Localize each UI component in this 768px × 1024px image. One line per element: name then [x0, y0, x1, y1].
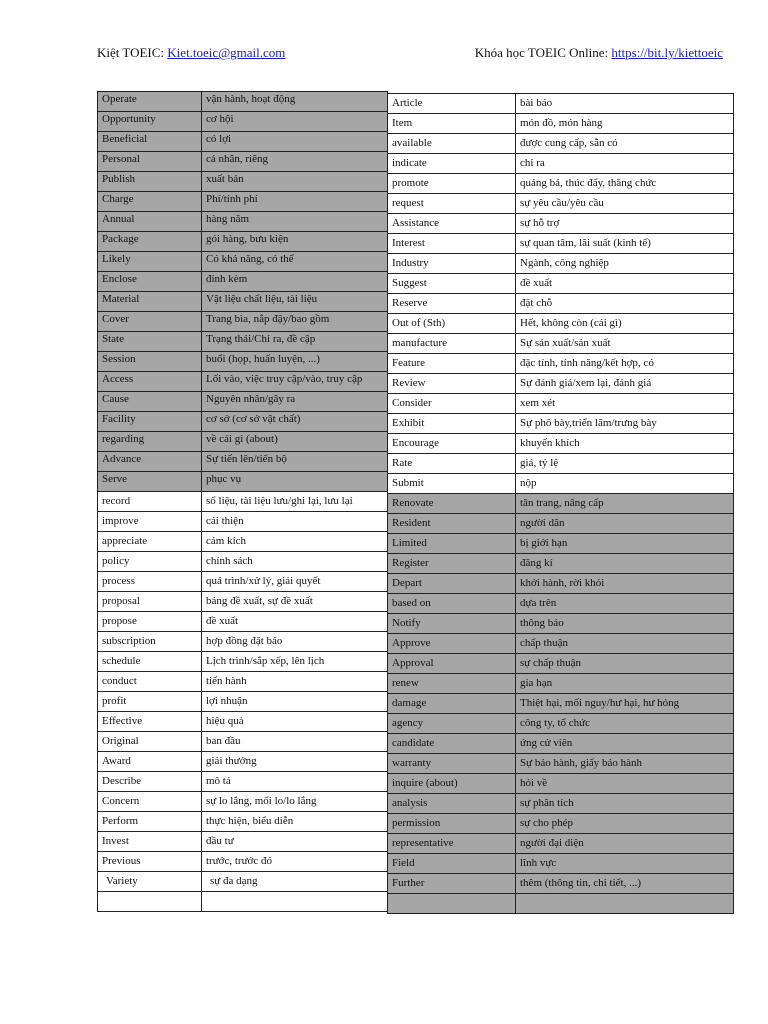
vocab-term: analysis [388, 794, 516, 814]
table-row [388, 734, 734, 754]
table-row [98, 152, 388, 172]
table-row [98, 372, 388, 392]
table-row [388, 374, 734, 394]
vocab-term: warranty [388, 754, 516, 774]
table-row [388, 454, 734, 474]
vocab-term: Register [388, 554, 516, 574]
vocab-term: Likely [98, 252, 202, 272]
vocab-term: Rate [388, 454, 516, 474]
vocab-term: Opportunity [98, 112, 202, 132]
vocab-term: permission [388, 814, 516, 834]
vocab-meaning: lĩnh vực [516, 854, 734, 874]
vocab-term: Facility [98, 412, 202, 432]
header-contact [97, 44, 285, 62]
course-link[interactable]: https://bit.ly/kiettoeic [611, 45, 723, 60]
table-row [388, 214, 734, 234]
table-row [388, 514, 734, 534]
vocab-term: appreciate [98, 532, 202, 552]
vocab-term: conduct [98, 672, 202, 692]
vocab-meaning: công ty, tổ chức [516, 714, 734, 734]
vocab-meaning: xuất bản [202, 172, 388, 192]
vocab-term: record [98, 492, 202, 512]
vocab-term: Previous [98, 852, 202, 872]
vocab-meaning: phục vụ [202, 472, 388, 492]
table-row [98, 112, 388, 132]
table-row [388, 774, 734, 794]
table-row [98, 892, 388, 912]
vocab-term: renew [388, 674, 516, 694]
vocab-term: Approve [388, 634, 516, 654]
table-row [98, 132, 388, 152]
vocabulary-table-right-body [388, 94, 734, 914]
table-row [98, 312, 388, 332]
vocab-meaning: gia hạn [516, 674, 734, 694]
vocab-term: Reserve [388, 294, 516, 314]
vocab-term: available [388, 134, 516, 154]
table-row [388, 634, 734, 654]
vocab-meaning: Ngành, công nghiệp [516, 254, 734, 274]
table-row [388, 674, 734, 694]
vocab-meaning: Lịch trình/sắp xếp, lên lịch [202, 652, 388, 672]
vocab-meaning: Trạng thái/Chỉ ra, đề cập [202, 332, 388, 352]
vocab-term: Article [388, 94, 516, 114]
vocab-meaning: được cung cấp, sẵn có [516, 134, 734, 154]
table-row [98, 832, 388, 852]
vocab-term: indicate [388, 154, 516, 174]
vocab-term: Encourage [388, 434, 516, 454]
vocab-meaning: ứng cử viên [516, 734, 734, 754]
table-row [98, 292, 388, 312]
table-row [388, 874, 734, 894]
vocab-meaning: sự quan tâm, lãi suất (kinh tế) [516, 234, 734, 254]
vocab-term: Consider [388, 394, 516, 414]
page-header [97, 44, 723, 62]
table-row [388, 694, 734, 714]
table-row [388, 854, 734, 874]
vocab-meaning: xem xét [516, 394, 734, 414]
vocab-meaning: hiệu quả [202, 712, 388, 732]
table-row [98, 612, 388, 632]
vocab-term: Charge [98, 192, 202, 212]
table-row [388, 814, 734, 834]
vocab-meaning: Sự đánh giá/xem lại, đánh giá [516, 374, 734, 394]
vocab-term: Approval [388, 654, 516, 674]
vocab-term: Package [98, 232, 202, 252]
table-row [98, 572, 388, 592]
vocab-meaning: sự yêu cầu/yêu cầu [516, 194, 734, 214]
vocab-meaning [202, 892, 388, 912]
vocab-meaning: đăng kí [516, 554, 734, 574]
table-row [98, 172, 388, 192]
vocab-meaning: Vật liệu chất liệu, tài liệu [202, 292, 388, 312]
vocab-meaning: bảng đề xuất, sự đề xuất [202, 592, 388, 612]
table-row [98, 432, 388, 452]
vocab-term: manufacture [388, 334, 516, 354]
vocab-term: Material [98, 292, 202, 312]
vocab-meaning: hỏi về [516, 774, 734, 794]
vocab-term: Cover [98, 312, 202, 332]
vocab-meaning: người dân [516, 514, 734, 534]
vocab-term: damage [388, 694, 516, 714]
vocab-meaning: người đại diện [516, 834, 734, 854]
vocab-term: proposal [98, 592, 202, 612]
vocab-meaning: sự chấp thuận [516, 654, 734, 674]
vocab-term: Perform [98, 812, 202, 832]
table-row [388, 794, 734, 814]
vocab-term: Effective [98, 712, 202, 732]
vocab-term: inquire (about) [388, 774, 516, 794]
table-row [98, 392, 388, 412]
vocab-meaning: khuyến khích [516, 434, 734, 454]
vocab-term: Operate [98, 92, 202, 112]
table-row [98, 872, 388, 892]
header-course-label: Khóa học TOEIC Online: [474, 45, 612, 60]
table-row [98, 452, 388, 472]
table-row [388, 594, 734, 614]
vocab-meaning: gói hàng, bưu kiện [202, 232, 388, 252]
vocab-term: based on [388, 594, 516, 614]
table-row [388, 714, 734, 734]
table-row [98, 772, 388, 792]
table-row [388, 314, 734, 334]
table-row [98, 472, 388, 492]
vocab-meaning: chấp thuận [516, 634, 734, 654]
vocab-term: Industry [388, 254, 516, 274]
vocab-term: Interest [388, 234, 516, 254]
vocab-meaning: Thiệt hại, mối nguy/hư hại, hư hỏng [516, 694, 734, 714]
vocab-term: Assistance [388, 214, 516, 234]
vocab-meaning: cơ hội [202, 112, 388, 132]
table-row [388, 114, 734, 134]
table-row [388, 754, 734, 774]
table-row [388, 274, 734, 294]
table-row [98, 552, 388, 572]
vocab-meaning: Sự tiến lên/tiến bộ [202, 452, 388, 472]
vocab-meaning: đề xuất [202, 612, 388, 632]
vocab-term: representative [388, 834, 516, 854]
vocab-term: Review [388, 374, 516, 394]
vocab-meaning: khởi hành, rời khỏi [516, 574, 734, 594]
vocab-term: Suggest [388, 274, 516, 294]
vocabulary-table-left [97, 91, 388, 912]
vocab-term: agency [388, 714, 516, 734]
header-contact-label: Kiệt TOEIC: [97, 45, 168, 60]
vocab-meaning: giải thưởng [202, 752, 388, 772]
vocab-term: Exhibit [388, 414, 516, 434]
vocab-term: Item [388, 114, 516, 134]
vocab-term: propose [98, 612, 202, 632]
vocab-meaning: nộp [516, 474, 734, 494]
table-row [98, 652, 388, 672]
vocab-meaning: thực hiện, biểu diễn [202, 812, 388, 832]
vocab-meaning: số liệu, tài liệu lưu/ghi lại, lưu lại [202, 492, 388, 512]
table-row [98, 92, 388, 112]
vocab-term: profit [98, 692, 202, 712]
vocab-meaning: Phí/tính phí [202, 192, 388, 212]
vocab-term: Field [388, 854, 516, 874]
vocab-term: Publish [98, 172, 202, 192]
vocab-term: policy [98, 552, 202, 572]
vocab-term: Advance [98, 452, 202, 472]
vocab-meaning: dựa trên [516, 594, 734, 614]
vocab-term: Feature [388, 354, 516, 374]
vocab-meaning: Sự phô bày,triển lãm/trưng bày [516, 414, 734, 434]
table-row [388, 434, 734, 454]
vocab-term: improve [98, 512, 202, 532]
table-row [388, 394, 734, 414]
vocab-term: Out of (Sth) [388, 314, 516, 334]
vocab-meaning: cải thiện [202, 512, 388, 532]
vocab-meaning: sự hỗ trợ [516, 214, 734, 234]
vocab-meaning: món đồ, món hàng [516, 114, 734, 134]
table-row [98, 692, 388, 712]
table-row [388, 174, 734, 194]
vocab-term: Personal [98, 152, 202, 172]
table-row [98, 812, 388, 832]
vocab-meaning: sự phân tích [516, 794, 734, 814]
table-row [388, 154, 734, 174]
vocab-term: Session [98, 352, 202, 372]
table-row [388, 834, 734, 854]
vocab-term: Annual [98, 212, 202, 232]
vocab-term: Original [98, 732, 202, 752]
table-row [98, 252, 388, 272]
table-row [388, 534, 734, 554]
table-row [388, 654, 734, 674]
vocab-term: candidate [388, 734, 516, 754]
vocab-meaning: tân trang, nâng cấp [516, 494, 734, 514]
vocab-meaning: về cái gì (about) [202, 432, 388, 452]
vocab-term: Serve [98, 472, 202, 492]
vocab-meaning: quá trình/xử lý, giải quyết [202, 572, 388, 592]
table-row [98, 352, 388, 372]
vocab-meaning: Hết, không còn (cái gì) [516, 314, 734, 334]
vocab-meaning: lợi nhuận [202, 692, 388, 712]
vocab-meaning: vận hành, hoạt động [202, 92, 388, 112]
table-row [98, 332, 388, 352]
table-row [388, 574, 734, 594]
vocabulary-table-left-body [98, 92, 388, 912]
vocab-meaning: quảng bá, thúc đẩy, thăng chức [516, 174, 734, 194]
table-row [98, 712, 388, 732]
table-row [98, 412, 388, 432]
vocab-term: schedule [98, 652, 202, 672]
vocab-term [98, 892, 202, 912]
vocab-meaning: Có khả năng, có thể [202, 252, 388, 272]
table-row [98, 492, 388, 512]
vocab-meaning: bị giới hạn [516, 534, 734, 554]
vocab-meaning: sự lo lắng, mối lo/lo lắng [202, 792, 388, 812]
vocab-meaning: bài báo [516, 94, 734, 114]
vocab-term: Concern [98, 792, 202, 812]
vocab-meaning: hợp đồng đặt báo [202, 632, 388, 652]
vocab-meaning [516, 894, 734, 914]
vocab-term: Cause [98, 392, 202, 412]
table-row [98, 732, 388, 752]
vocab-term: Limited [388, 534, 516, 554]
table-row [98, 192, 388, 212]
table-row [98, 672, 388, 692]
vocab-meaning: cá nhân, riêng [202, 152, 388, 172]
vocab-meaning: sự đa dạng [202, 872, 388, 892]
table-row [98, 532, 388, 552]
table-row [98, 512, 388, 532]
vocab-meaning: Sự bảo hành, giấy bảo hành [516, 754, 734, 774]
vocab-meaning: có lợi [202, 132, 388, 152]
header-course [475, 44, 723, 62]
vocab-meaning: Lối vào, việc truy cập/vào, truy cập [202, 372, 388, 392]
vocab-meaning: giá, tỷ lệ [516, 454, 734, 474]
vocab-term: Describe [98, 772, 202, 792]
table-row [388, 254, 734, 274]
vocab-meaning: Sự sản xuất/sản xuất [516, 334, 734, 354]
vocab-meaning: ban đầu [202, 732, 388, 752]
table-row [388, 894, 734, 914]
vocab-meaning: sự cho phép [516, 814, 734, 834]
vocab-term: Renovate [388, 494, 516, 514]
table-row [98, 632, 388, 652]
table-row [98, 272, 388, 292]
vocab-meaning: đề xuất [516, 274, 734, 294]
vocab-term: Submit [388, 474, 516, 494]
vocab-meaning: đặt chỗ [516, 294, 734, 314]
vocab-term: Further [388, 874, 516, 894]
table-row [388, 134, 734, 154]
vocab-meaning: mô tả [202, 772, 388, 792]
table-row [388, 474, 734, 494]
table-row [388, 354, 734, 374]
table-row [388, 554, 734, 574]
table-row [98, 212, 388, 232]
vocab-term: State [98, 332, 202, 352]
vocab-meaning: đặc tính, tính năng/kết hợp, có [516, 354, 734, 374]
vocab-meaning: đính kèm [202, 272, 388, 292]
vocab-term: Depart [388, 574, 516, 594]
vocab-meaning: Trang bìa, nắp đậy/bao gồm [202, 312, 388, 332]
vocab-meaning: thông báo [516, 614, 734, 634]
table-row [388, 614, 734, 634]
vocab-meaning: Nguyên nhân/gây ra [202, 392, 388, 412]
table-row [388, 294, 734, 314]
vocab-meaning: tiến hành [202, 672, 388, 692]
table-row [98, 232, 388, 252]
table-row [98, 752, 388, 772]
vocab-term: promote [388, 174, 516, 194]
table-row [98, 592, 388, 612]
vocab-term: Invest [98, 832, 202, 852]
vocab-meaning: trước, trước đó [202, 852, 388, 872]
vocab-term: Access [98, 372, 202, 392]
table-row [98, 792, 388, 812]
table-row [98, 852, 388, 872]
vocab-term: Variety [98, 872, 202, 892]
email-link[interactable]: Kiet.toeic@gmail.com [167, 45, 286, 60]
vocab-term [388, 894, 516, 914]
vocab-meaning: cơ sở (cơ sở vật chất) [202, 412, 388, 432]
vocab-meaning: đầu tư [202, 832, 388, 852]
vocab-term: Enclose [98, 272, 202, 292]
vocab-meaning: cảm kích [202, 532, 388, 552]
table-row [388, 194, 734, 214]
vocab-term: Notify [388, 614, 516, 634]
vocab-term: process [98, 572, 202, 592]
table-row [388, 494, 734, 514]
vocab-meaning: thêm (thông tin, chi tiết, ...) [516, 874, 734, 894]
vocab-term: Beneficial [98, 132, 202, 152]
vocab-meaning: chỉ ra [516, 154, 734, 174]
vocabulary-table-right [387, 93, 734, 914]
vocab-meaning: buổi (họp, huấn luyện, ...) [202, 352, 388, 372]
vocab-term: regarding [98, 432, 202, 452]
vocab-term: subscription [98, 632, 202, 652]
vocab-meaning: hàng năm [202, 212, 388, 232]
table-row [388, 334, 734, 354]
vocab-term: Resident [388, 514, 516, 534]
table-row [388, 234, 734, 254]
table-row [388, 414, 734, 434]
vocab-term: request [388, 194, 516, 214]
vocab-meaning: chính sách [202, 552, 388, 572]
vocab-term: Award [98, 752, 202, 772]
table-row [388, 94, 734, 114]
